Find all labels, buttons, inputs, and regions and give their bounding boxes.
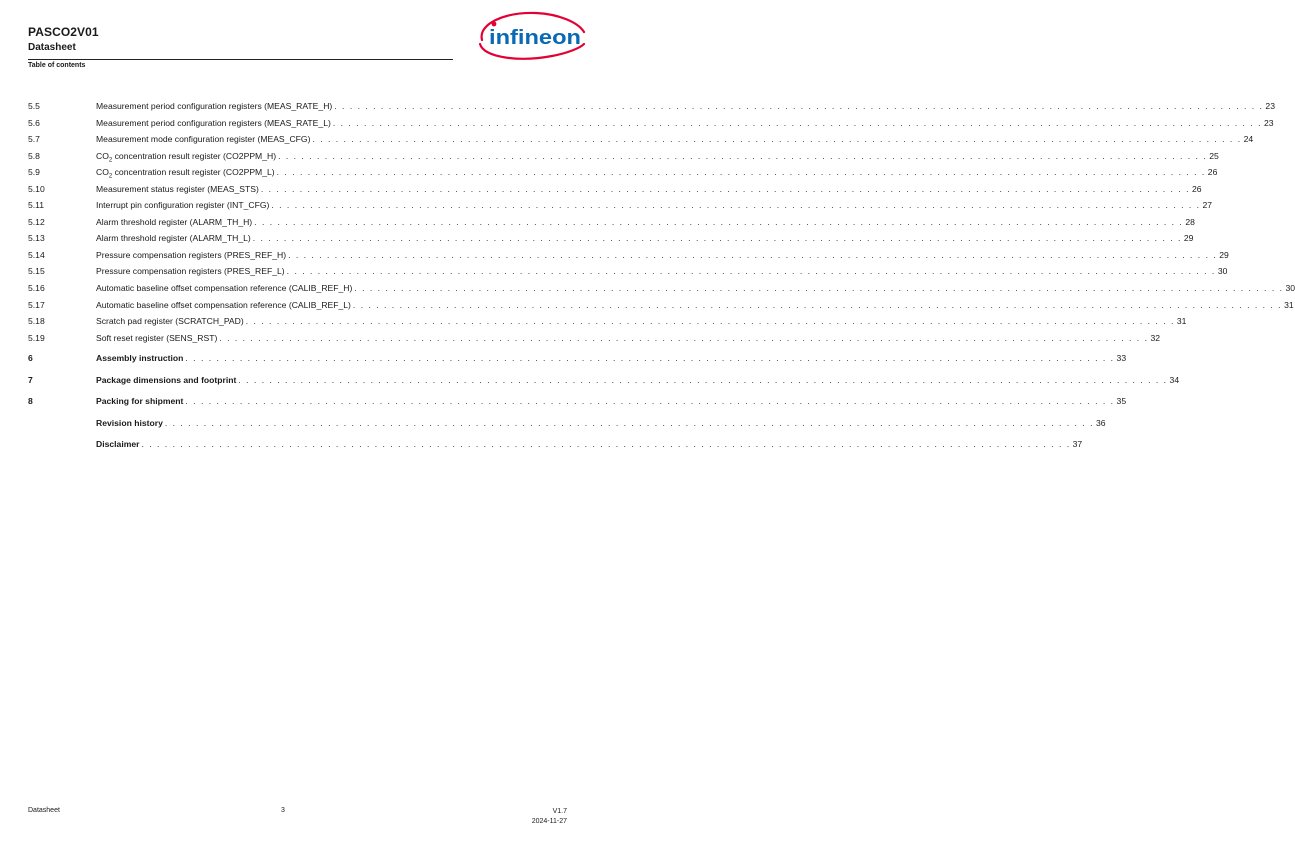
toc-dot-leader: . . . . . . . . . . . . . . . . . . . . . . . . . . . . . . . . . . . . . . . . . . . . . . . . . . . . . . . . . . . . . . . . . . . . . . . . . . . . . . . . . . . . . . . . . . . . . . . . . . . . . . . . . . . . . . . . . . . . . . . . <box>352 299 1283 310</box>
table-of-contents <box>28 98 1295 456</box>
toc-entry-number: 5.18 <box>28 316 45 327</box>
toc-entry-number: 5.15 <box>28 266 45 277</box>
toc-entry[interactable] <box>28 181 1202 198</box>
toc-entry-title <box>96 230 253 247</box>
toc-dot-leader: . . . . . . . . . . . . . . . . . . . . . . . . . . . . . . . . . . . . . . . . . . . . . . . . . . . . . . . . . . . . . . . . . . . . . . . . . . . . . . . . . . . . . . . . . . . . . . . . . . . . . . . . . . . . . . . . . . . . . . . . <box>185 396 1115 407</box>
toc-dot-leader: . . . . . . . . . . . . . . . . . . . . . . . . . . . . . . . . . . . . . . . . . . . . . . . . . . . . . . . . . . . . . . . . . . . . . . . . . . . . . . . . . . . . . . . . . . . . . . . . . . . . . . . . . . . . . . . . . . . . . . . . <box>141 439 1071 450</box>
toc-entry-subscript: 2 <box>108 173 113 180</box>
toc-entry[interactable] <box>28 214 1195 231</box>
toc-entry-title-text: Measurement status register (MEAS_STS) <box>96 183 259 194</box>
toc-entry-title-text: Alarm threshold register (ALARM_TH_L) <box>96 233 251 244</box>
toc-entry-title <box>96 263 287 280</box>
toc-entry-page: 29 <box>1219 249 1229 260</box>
toc-entry-title-text: Measurement mode configuration register (MEAS_CFG) <box>96 134 311 145</box>
header-divider <box>28 59 453 60</box>
toc-entry-title-text: Packing for shipment <box>96 396 184 407</box>
toc-entry-page: 37 <box>1072 439 1083 450</box>
toc-entry[interactable] <box>28 148 1219 165</box>
toc-entry-page: 31 <box>1176 316 1187 327</box>
toc-entry-page: 30 <box>1217 266 1228 277</box>
infineon-logo <box>476 10 588 62</box>
toc-dot-leader: . . . . . . . . . . . . . . . . . . . . . . . . . . . . . . . . . . . . . . . . . . . . . . . . . . . . . . . . . . . . . . . . . . . . . . . . . . . . . . . . . . . . . . . . . . . . . . . . . . . . . . . . . . . . . . . . . . . . . . . . <box>254 216 1184 227</box>
toc-entry-title <box>96 297 353 314</box>
toc-entry-title-text: Scratch pad register (SCRATCH_PAD) <box>96 316 244 327</box>
toc-entry-page: 30 <box>1285 283 1295 294</box>
toc-entry-title <box>96 214 254 231</box>
toc-entry-number: 5.9 <box>28 167 40 178</box>
toc-entry-number: 5.13 <box>28 233 45 244</box>
toc-entry-number: 7 <box>28 374 33 385</box>
toc-entry-page: 32 <box>1150 332 1161 343</box>
toc-entry-title <box>96 164 277 181</box>
toc-entry-title-text: Assembly instruction <box>96 353 184 364</box>
toc-entry-title-text: Revision history <box>96 417 163 428</box>
toc-entry[interactable] <box>28 98 1275 115</box>
toc-dot-leader: . . . . . . . . . . . . . . . . . . . . . . . . . . . . . . . . . . . . . . . . . . . . . . . . . . . . . . . . . . . . . . . . . . . . . . . . . . . . . . . . . . . . . . . . . . . . . . . . . . . . . . . . . . . . . . . . . . . . . . . . <box>185 353 1115 364</box>
toc-entry-title <box>96 280 354 297</box>
toc-entry-title-text: Measurement period configuration registers (MEAS_RATE_H) <box>96 101 333 111</box>
toc-entry-title <box>96 413 165 435</box>
toc-entry[interactable] <box>28 413 1106 435</box>
toc-entry[interactable] <box>28 297 1294 314</box>
toc-entry-page: 23 <box>1265 101 1275 111</box>
toc-entry-page: 24 <box>1243 134 1254 145</box>
toc-dot-leader: . . . . . . . . . . . . . . . . . . . . . . . . . . . . . . . . . . . . . . . . . . . . . . . . . . . . . . . . . . . . . . . . . . . . . . . . . . . . . . . . . . . . . . . . . . . . . . . . . . . . . . . . . . . . . . . . . . . . . . . . <box>276 167 1206 178</box>
toc-entry-title-text: concentration result register (CO2PPM_H) <box>112 150 277 161</box>
toc-entry-page: 36 <box>1096 417 1106 428</box>
toc-entry-title-text: Pressure compensation registers (PRES_REF_H) <box>96 249 287 260</box>
toc-entry-title-text: Automatic baseline offset compensation reference (CALIB_REF_H) <box>96 283 353 294</box>
toc-entry-title-text: CO <box>96 167 109 178</box>
toc-entry[interactable] <box>28 313 1187 330</box>
toc-entry-title <box>96 370 238 392</box>
toc-entry-number: 8 <box>28 396 33 407</box>
toc-entry[interactable] <box>28 131 1254 148</box>
toc-dot-leader: . . . . . . . . . . . . . . . . . . . . . . . . . . . . . . . . . . . . . . . . . . . . . . . . . . . . . . . . . . . . . . . . . . . . . . . . . . . . . . . . . . . . . . . . . . . . . . . . . . . . . . . . . . . . . . . . . . . . . . . . <box>288 249 1218 260</box>
footer-page-number: 3 <box>281 807 285 814</box>
section-name: Table of contents <box>28 62 86 69</box>
footer-version-date <box>532 807 567 827</box>
toc-dot-leader: . . . . . . . . . . . . . . . . . . . . . . . . . . . . . . . . . . . . . . . . . . . . . . . . . . . . . . . . . . . . . . . . . . . . . . . . . . . . . . . . . . . . . . . . . . . . . . . . . . . . . . . . . . . . . . . . . . . . . . . . <box>219 332 1149 343</box>
toc-entry-title-text: concentration result register (CO2PPM_L) <box>112 167 275 178</box>
footer-date: 2024-11-27 <box>531 818 567 825</box>
toc-entry-title <box>96 181 261 198</box>
toc-entry-title <box>96 197 271 214</box>
toc-entry-number: 5.16 <box>28 283 45 294</box>
toc-entry-title-text: Package dimensions and footprint <box>96 374 237 385</box>
toc-entry-number: 5.7 <box>28 134 40 145</box>
toc-entry-number: 5.10 <box>28 183 45 194</box>
toc-entry-title <box>96 313 246 330</box>
toc-dot-leader: . . . . . . . . . . . . . . . . . . . . . . . . . . . . . . . . . . . . . . . . . . . . . . . . . . . . . . . . . . . . . . . . . . . . . . . . . . . . . . . . . . . . . . . . . . . . . . . . . . . . . . . . . . . . . . . . . . . . . . . . <box>260 183 1191 194</box>
toc-entry-title-text: Pressure compensation registers (PRES_REF_L) <box>96 266 285 277</box>
toc-entry-number: 5.8 <box>28 150 40 161</box>
toc-entry-title-text: Interrupt pin configuration register (INT_CFG) <box>96 200 270 211</box>
toc-entry-page: 34 <box>1169 374 1180 385</box>
toc-entry[interactable] <box>28 330 1161 347</box>
toc-dot-leader: . . . . . . . . . . . . . . . . . . . . . . . . . . . . . . . . . . . . . . . . . . . . . . . . . . . . . . . . . . . . . . . . . . . . . . . . . . . . . . . . . . . . . . . . . . . . . . . . . . . . . . . . . . . . . . . . . . . . . . . . <box>238 374 1168 385</box>
toc-entry-title <box>96 98 334 115</box>
toc-entry-title <box>96 115 333 132</box>
toc-entry-number: 5.5 <box>28 101 40 111</box>
toc-dot-leader: . . . . . . . . . . . . . . . . . . . . . . . . . . . . . . . . . . . . . . . . . . . . . . . . . . . . . . . . . . . . . . . . . . . . . . . . . . . . . . . . . . . . . . . . . . . . . . . . . . . . . . . . . . . . . . . . . . . . . . . . <box>252 233 1182 244</box>
toc-entry-number: 5.11 <box>28 200 45 211</box>
toc-entry-page: 26 <box>1192 183 1202 194</box>
toc-entry-title-text: CO <box>96 150 109 161</box>
logo-wordmark: infineon <box>489 27 581 49</box>
product-name: PASCO2V01 <box>28 25 99 39</box>
toc-entry[interactable] <box>28 370 1180 392</box>
toc-entry-number: 5.14 <box>28 249 45 260</box>
toc-entry-title-text: Automatic baseline offset compensation reference (CALIB_REF_L) <box>96 299 351 310</box>
toc-entry[interactable] <box>28 391 1127 413</box>
footer-version: V1.7 <box>552 808 567 815</box>
toc-dot-leader: . . . . . . . . . . . . . . . . . . . . . . . . . . . . . . . . . . . . . . . . . . . . . . . . . . . . . . . . . . . . . . . . . . . . . . . . . . . . . . . . . . . . . . . . . . . . . . . . . . . . . . . . . . . . . . . . . . . . . . . . <box>334 101 1264 111</box>
toc-dot-leader: . . . . . . . . . . . . . . . . . . . . . . . . . . . . . . . . . . . . . . . . . . . . . . . . . . . . . . . . . . . . . . . . . . . . . . . . . . . . . . . . . . . . . . . . . . . . . . . . . . . . . . . . . . . . . . . . . . . . . . . . <box>164 417 1095 428</box>
toc-entry-number: 6 <box>28 353 33 364</box>
toc-entry[interactable] <box>28 263 1228 280</box>
toc-entry-title <box>96 247 288 264</box>
footer-doc-type: Datasheet <box>28 807 60 814</box>
toc-entry-title <box>96 434 141 456</box>
toc-dot-leader: . . . . . . . . . . . . . . . . . . . . . . . . . . . . . . . . . . . . . . . . . . . . . . . . . . . . . . . . . . . . . . . . . . . . . . . . . . . . . . . . . . . . . . . . . . . . . . . . . . . . . . . . . . . . . . . . . . . . . . . . <box>278 150 1208 161</box>
toc-dot-leader: . . . . . . . . . . . . . . . . . . . . . . . . . . . . . . . . . . . . . . . . . . . . . . . . . . . . . . . . . . . . . . . . . . . . . . . . . . . . . . . . . . . . . . . . . . . . . . . . . . . . . . . . . . . . . . . . . . . . . . . . <box>332 117 1262 128</box>
toc-entry[interactable] <box>28 197 1213 214</box>
toc-entry-number: 5.17 <box>28 299 45 310</box>
toc-entry[interactable] <box>28 434 1083 456</box>
toc-entry-title <box>96 348 185 370</box>
toc-entry-title-text: Disclaimer <box>96 439 140 450</box>
toc-entry-title <box>96 131 312 148</box>
toc-dot-leader: . . . . . . . . . . . . . . . . . . . . . . . . . . . . . . . . . . . . . . . . . . . . . . . . . . . . . . . . . . . . . . . . . . . . . . . . . . . . . . . . . . . . . . . . . . . . . . . . . . . . . . . . . . . . . . . . . . . . . . . . <box>312 134 1242 145</box>
toc-entry-number: 5.12 <box>28 216 45 227</box>
toc-dot-leader: . . . . . . . . . . . . . . . . . . . . . . . . . . . . . . . . . . . . . . . . . . . . . . . . . . . . . . . . . . . . . . . . . . . . . . . . . . . . . . . . . . . . . . . . . . . . . . . . . . . . . . . . . . . . . . . . . . . . . . . . <box>354 283 1284 294</box>
document-type: Datasheet <box>28 42 76 53</box>
toc-entry-page: 23 <box>1264 117 1274 128</box>
toc-dot-leader: . . . . . . . . . . . . . . . . . . . . . . . . . . . . . . . . . . . . . . . . . . . . . . . . . . . . . . . . . . . . . . . . . . . . . . . . . . . . . . . . . . . . . . . . . . . . . . . . . . . . . . . . . . . . . . . . . . . . . . . . <box>245 316 1175 327</box>
toc-entry[interactable] <box>28 164 1218 181</box>
toc-entry-title <box>96 330 219 347</box>
toc-entry-number: 5.6 <box>28 117 40 128</box>
toc-entry-subscript: 2 <box>108 157 113 164</box>
toc-entry-title-text: Alarm threshold register (ALARM_TH_H) <box>96 216 253 227</box>
toc-dot-leader: . . . . . . . . . . . . . . . . . . . . . . . . . . . . . . . . . . . . . . . . . . . . . . . . . . . . . . . . . . . . . . . . . . . . . . . . . . . . . . . . . . . . . . . . . . . . . . . . . . . . . . . . . . . . . . . . . . . . . . . . <box>286 266 1216 277</box>
toc-entry-title-text: Soft reset register (SENS_RST) <box>96 332 218 343</box>
toc-entry-page: 31 <box>1284 299 1294 310</box>
toc-entry-page: 27 <box>1202 200 1213 211</box>
toc-entry[interactable] <box>28 348 1127 370</box>
toc-entry[interactable] <box>28 115 1274 132</box>
toc-entry-page: 28 <box>1185 216 1195 227</box>
toc-entry-title <box>96 391 185 413</box>
toc-entry-page: 26 <box>1207 167 1218 178</box>
toc-entry[interactable] <box>28 247 1229 264</box>
toc-entry-page: 25 <box>1209 150 1219 161</box>
toc-dot-leader: . . . . . . . . . . . . . . . . . . . . . . . . . . . . . . . . . . . . . . . . . . . . . . . . . . . . . . . . . . . . . . . . . . . . . . . . . . . . . . . . . . . . . . . . . . . . . . . . . . . . . . . . . . . . . . . . . . . . . . . . <box>271 200 1201 211</box>
toc-entry-page: 35 <box>1116 396 1127 407</box>
toc-entry-title <box>96 148 278 165</box>
toc-entry-page: 33 <box>1116 353 1127 364</box>
toc-entry-number: 5.19 <box>28 332 45 343</box>
toc-entry-page: 29 <box>1183 233 1194 244</box>
toc-entry[interactable] <box>28 230 1194 247</box>
toc-entry-title-text: Measurement period configuration registers (MEAS_RATE_L) <box>96 117 331 128</box>
toc-entry[interactable] <box>28 280 1295 297</box>
